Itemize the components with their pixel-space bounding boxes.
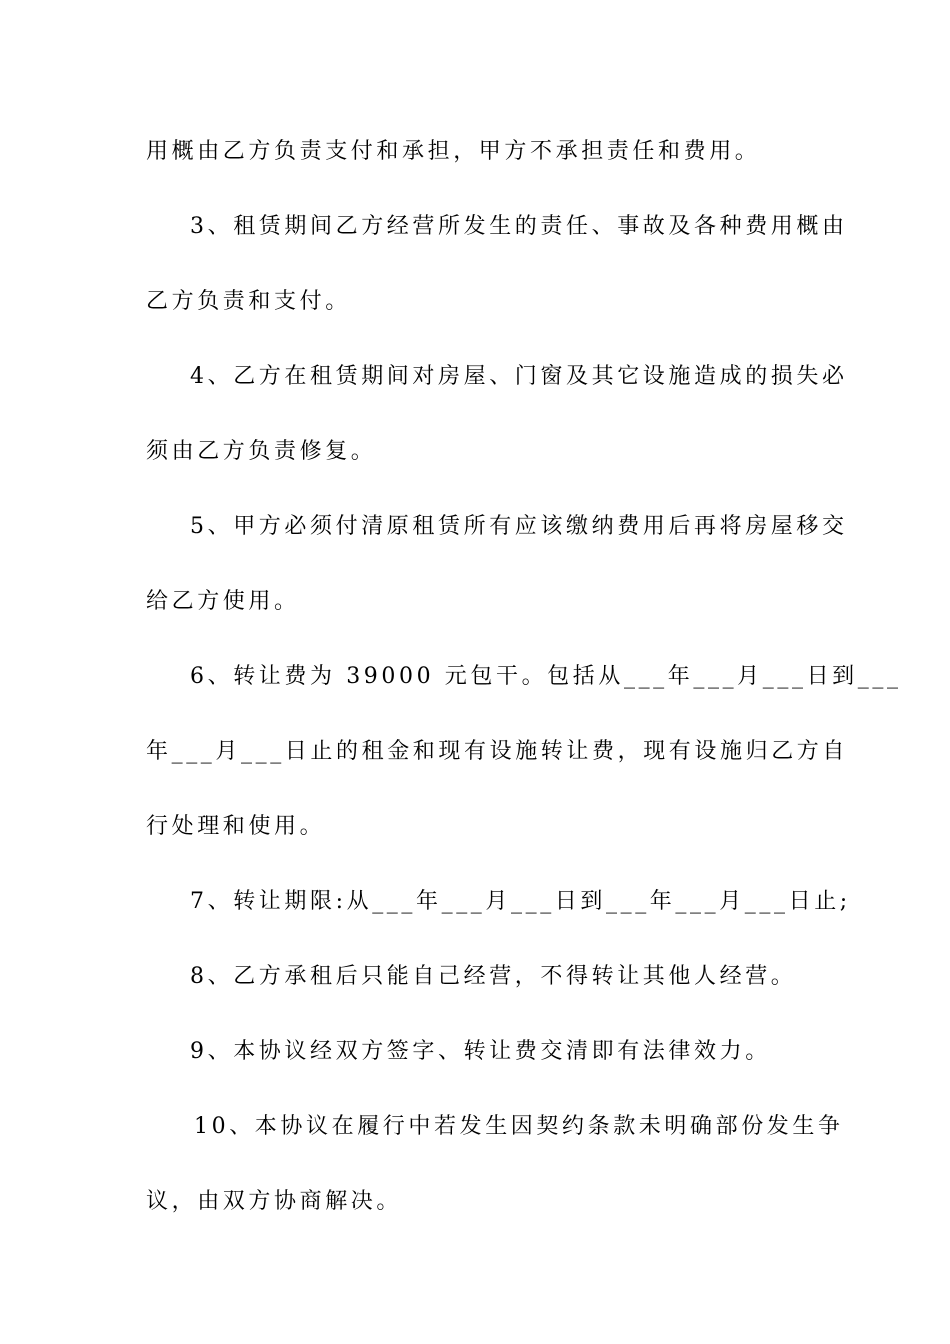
clause-3-line-1: 3、租赁期间乙方经营所发生的责任、事故及各种费用概由	[190, 214, 848, 239]
clause-6-line-3: 行处理和使用。	[146, 814, 326, 839]
clause-4-line-1: 4、乙方在租赁期间对房屋、门窗及其它设施造成的损失必	[190, 364, 848, 389]
clause-5-line-2: 给乙方使用。	[146, 589, 300, 614]
clause-10-line-2: 议，由双方协商解决。	[146, 1189, 403, 1214]
clause-4-line-2: 须由乙方负责修复。	[146, 439, 377, 464]
clause-6-line-1: 6、转让费为 39000 元包干。包括从___年___月___日到___	[190, 664, 902, 689]
clause-6-line-2: 年___月___日止的租金和现有设施转让费，现有设施归乙方自	[146, 739, 849, 764]
clause-5-line-1: 5、甲方必须付清原租赁所有应该缴纳费用后再将房屋移交	[190, 514, 848, 539]
clause-7-line-1: 7、转让期限:从___年___月___日到___年___月___日止;	[190, 889, 851, 914]
clause-9-line-1: 9、本协议经双方签字、转让费交清即有法律效力。	[190, 1039, 771, 1064]
clause-10-line-1: 10、本协议在履行中若发生因契约条款未明确部份发生争	[194, 1114, 844, 1139]
clause-3-line-2: 乙方负责和支付。	[146, 289, 351, 314]
text-line: 用概由乙方负责支付和承担，甲方不承担责任和费用。	[146, 139, 761, 164]
clause-8-line-1: 8、乙方承租后只能自己经营，不得转让其他人经营。	[190, 964, 797, 989]
